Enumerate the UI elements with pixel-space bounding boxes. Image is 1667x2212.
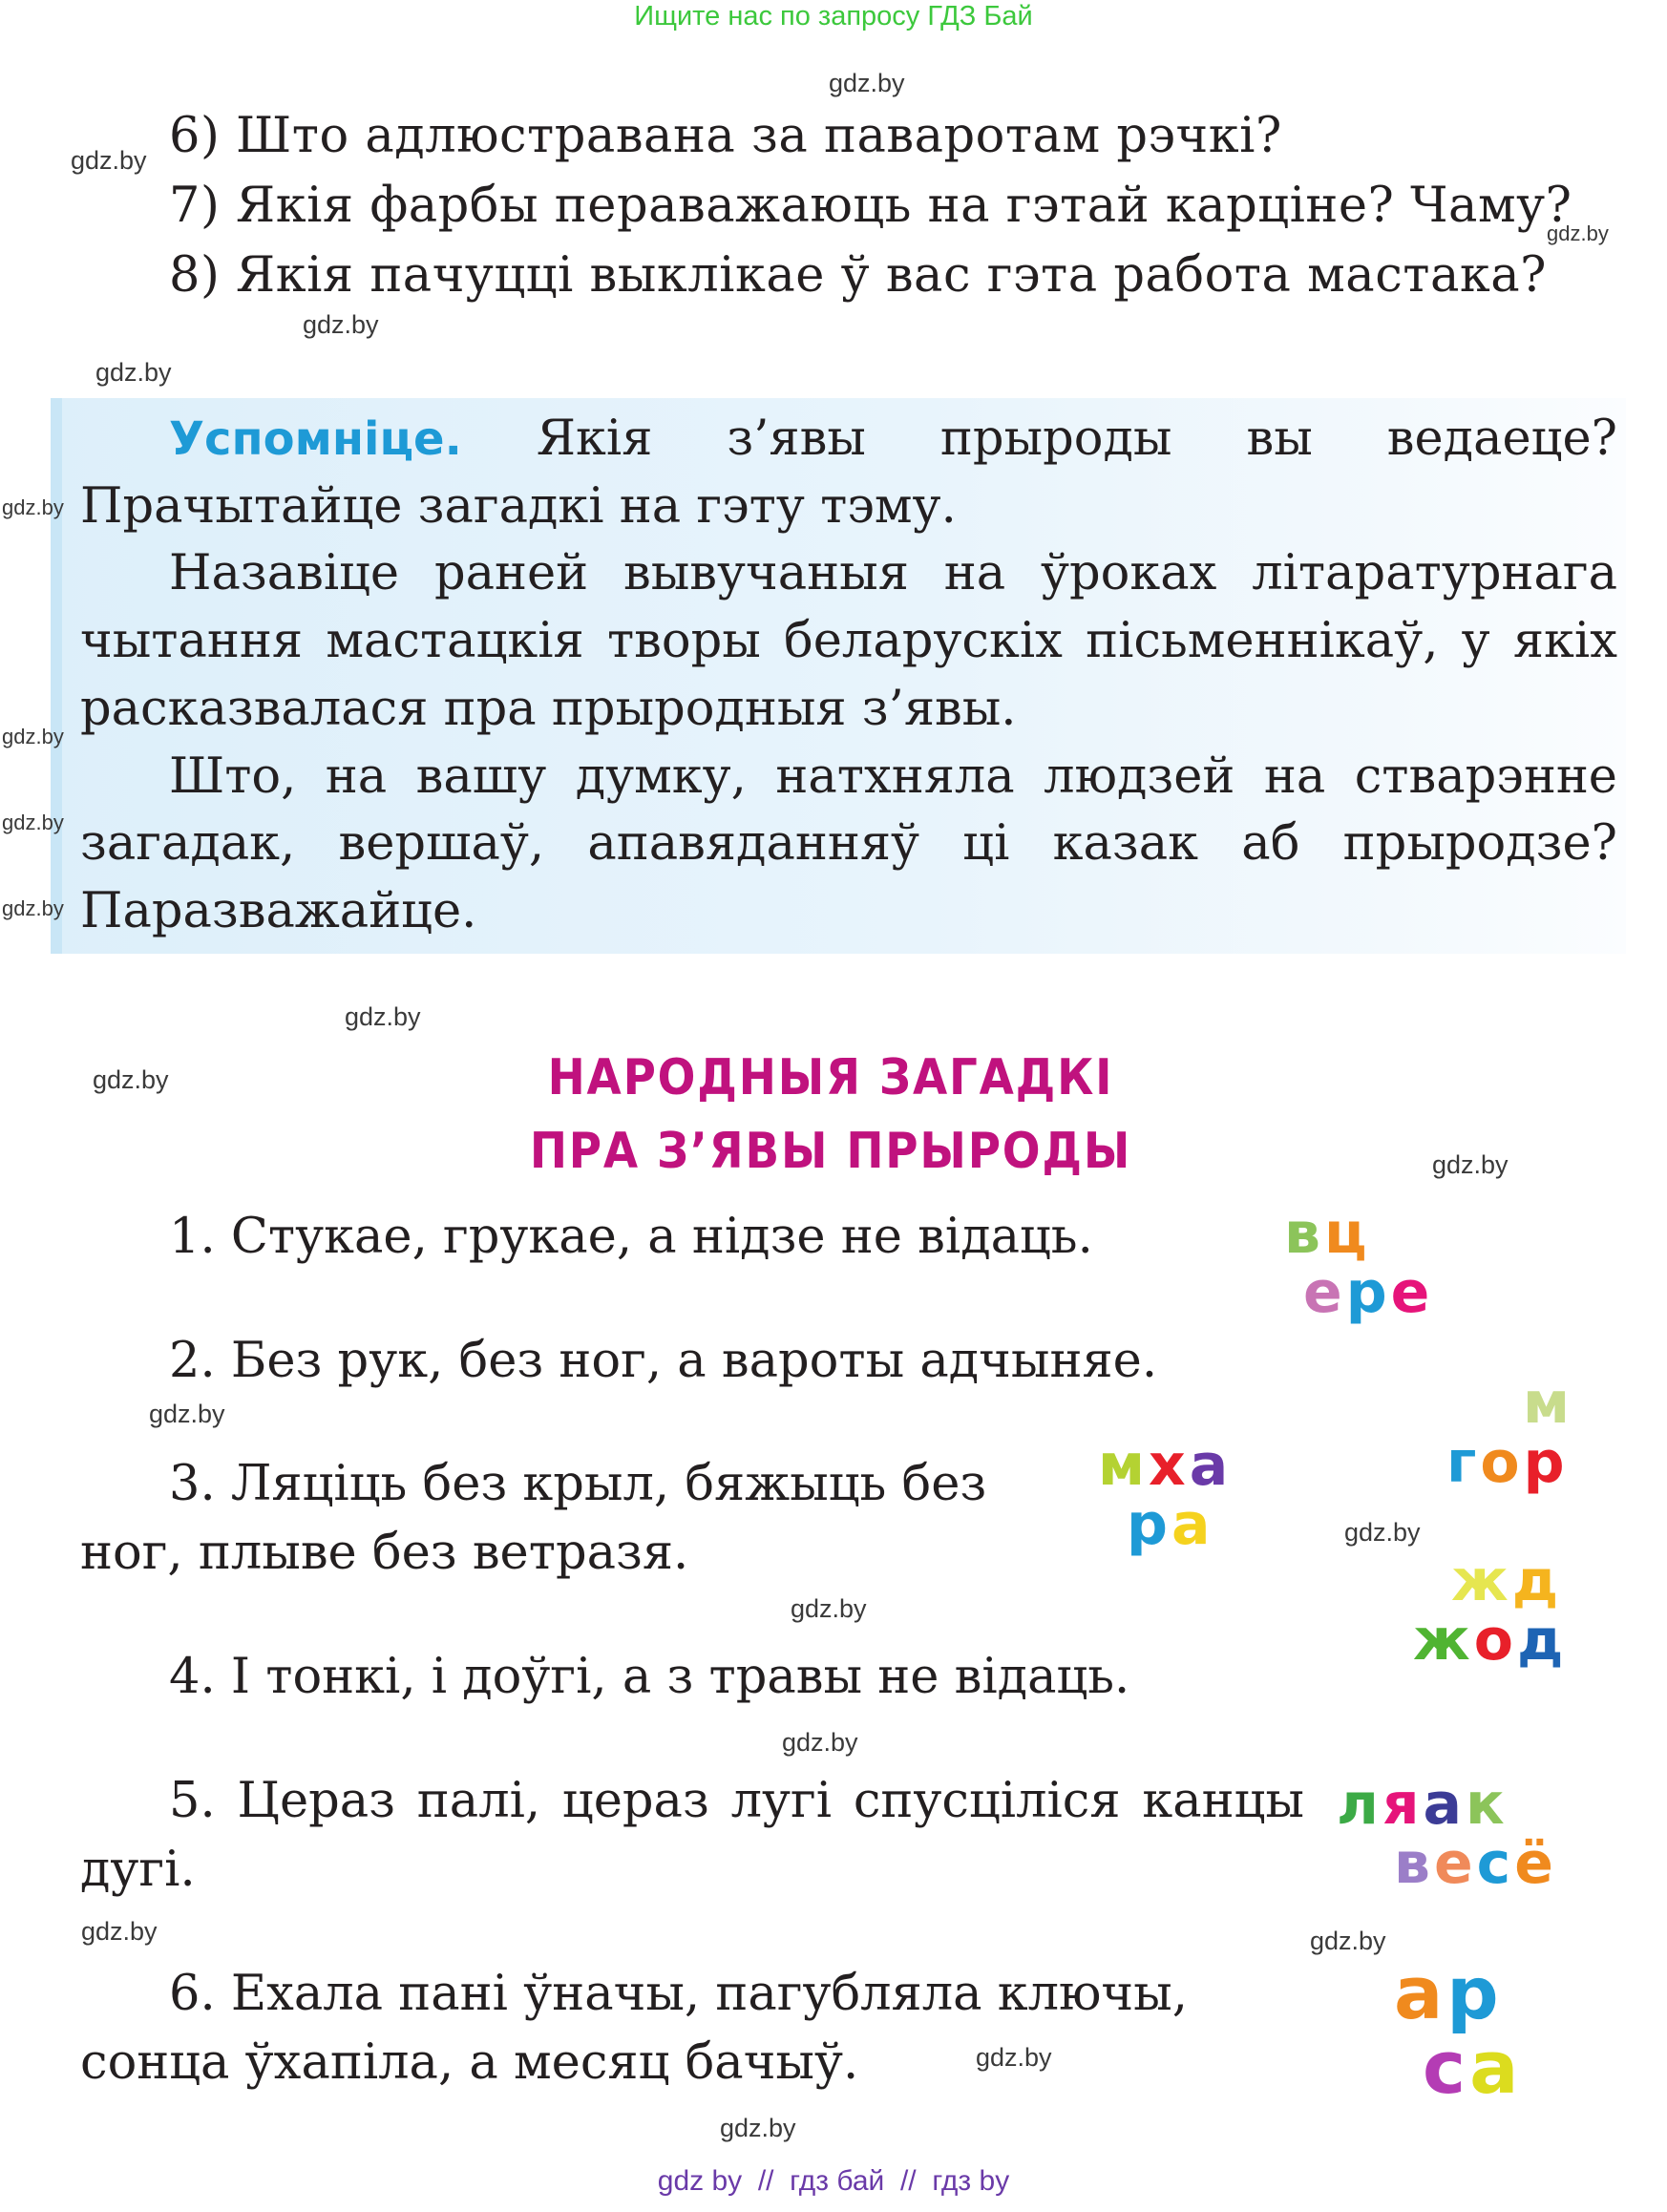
answer-letter: ж bbox=[1413, 1607, 1470, 1674]
question-6: 6) Што адлюстравана за паваротам рэчкі? bbox=[169, 108, 1282, 164]
watermark: gdz.by bbox=[303, 310, 379, 339]
answer-letters-rain bbox=[1413, 1548, 1564, 1674]
riddle-4: 4. І тонкі, і доўгі, а з травы не відаць. bbox=[169, 1649, 1130, 1705]
watermark: gdz.by bbox=[345, 1002, 421, 1031]
answer-letter: о bbox=[1473, 1607, 1513, 1674]
section-title-line-1: НАРОДНЫЯ ЗАГАДКІ bbox=[547, 1049, 1114, 1106]
watermark: gdz.by bbox=[2, 725, 64, 748]
watermark: gdz.by bbox=[829, 69, 905, 97]
recall-label: Успомніце. bbox=[169, 412, 462, 466]
answer-letter: х bbox=[1149, 1432, 1186, 1499]
answer-letter: с bbox=[1423, 2025, 1467, 2110]
watermark: gdz.by bbox=[93, 1065, 169, 1094]
answer-letter: в bbox=[1284, 1200, 1320, 1267]
riddle-3: 3. Ляціць без крыл, бяжыць без ног, плыве без ветразя. bbox=[80, 1456, 987, 1581]
question-7: 7) Якія фарбы пераважаюць на гэтай карціне? Чаму? bbox=[169, 178, 1572, 234]
recall-box bbox=[51, 398, 1626, 954]
watermark: gdz.by bbox=[976, 2043, 1052, 2072]
answer-letter: м bbox=[1523, 1370, 1571, 1437]
answer-letters-dew bbox=[1394, 1950, 1519, 2110]
riddle-2: 2. Без рук, без ног, а вароты адчыняе. bbox=[169, 1333, 1158, 1389]
watermark: gdz.by bbox=[81, 1917, 158, 1946]
answer-letter: м bbox=[1098, 1432, 1146, 1499]
answer-letter: с bbox=[1476, 1830, 1511, 1897]
answer-letter: д bbox=[1511, 1548, 1559, 1614]
answer-letter: р bbox=[1127, 1491, 1168, 1558]
watermark: gdz.by bbox=[2, 495, 64, 519]
watermark: gdz.by bbox=[1432, 1150, 1509, 1179]
answer-letters-thunder bbox=[1446, 1370, 1571, 1496]
answer-letter: а bbox=[1394, 1950, 1444, 2035]
answer-letter: а bbox=[1423, 1771, 1462, 1838]
riddle-1: 1. Стукае, грукае, а нідзе не відаць. bbox=[169, 1209, 1093, 1265]
answer-letter: е bbox=[1303, 1259, 1342, 1326]
answer-letters-wind bbox=[1284, 1200, 1430, 1326]
watermark: gdz.by bbox=[71, 146, 147, 175]
answer-letter: л bbox=[1337, 1771, 1379, 1838]
answer-letter: а bbox=[1189, 1432, 1229, 1499]
recall-box-bar bbox=[51, 398, 62, 954]
watermark: gdz.by bbox=[2, 896, 64, 920]
answer-letter: я bbox=[1382, 1771, 1420, 1838]
answer-letter: р bbox=[1523, 1429, 1565, 1496]
recall-paragraph-3: Што, на вашу думку, натхняла людзей на стварэнне загадак, вершаў, апавяданняў ці казак аб прыродзе? Паразважайце. bbox=[80, 748, 1617, 939]
watermark: gdz.by bbox=[2, 811, 64, 834]
answer-letter: ж bbox=[1451, 1548, 1509, 1614]
watermark: gdz.by bbox=[720, 2114, 796, 2142]
recall-paragraph-1 bbox=[80, 406, 1617, 540]
answer-letter: а bbox=[1469, 2025, 1519, 2110]
answer-letter: о bbox=[1480, 1429, 1520, 1496]
section-title-line-2: ПРА З’ЯВЫ ПРЫРОДЫ bbox=[529, 1123, 1132, 1180]
answer-letters-cloud bbox=[1098, 1432, 1229, 1558]
answer-letter: ё bbox=[1514, 1830, 1553, 1897]
answer-letter: в bbox=[1394, 1830, 1430, 1897]
answer-letters-rainbow bbox=[1337, 1771, 1553, 1897]
watermark: gdz.by bbox=[791, 1594, 867, 1623]
watermark: gdz.by bbox=[95, 358, 172, 387]
riddle-6: 6. Ехала пані ўначы, пагубляла ключы, сонца ўхапіла, а месяц бачыў. bbox=[80, 1966, 1188, 2091]
footer-links: gdz by // гдз бай // гдз by bbox=[657, 2165, 1010, 2197]
answer-letter: р bbox=[1446, 1950, 1499, 2035]
answer-letter: г bbox=[1446, 1429, 1477, 1496]
riddle-5: 5. Цераз палі, цераз лугі спусціліся канцы дугі. bbox=[80, 1773, 1304, 1898]
watermark: gdz.by bbox=[782, 1728, 858, 1757]
watermark: gdz.by bbox=[1310, 1927, 1386, 1955]
answer-letter: к bbox=[1465, 1771, 1505, 1838]
answer-letter: е bbox=[1433, 1830, 1473, 1897]
answer-letter: р bbox=[1345, 1259, 1387, 1326]
search-hint-banner: Ищите нас по запросу ГДЗ Бай bbox=[634, 1, 1033, 32]
answer-letter: е bbox=[1390, 1259, 1430, 1326]
watermark: gdz.by bbox=[1547, 221, 1609, 245]
answer-letter: ц bbox=[1323, 1200, 1367, 1267]
question-8: 8) Якія пачуцці выклікае ў вас гэта работа мастака? bbox=[169, 247, 1548, 304]
watermark: gdz.by bbox=[149, 1400, 225, 1428]
answer-letter: д bbox=[1516, 1607, 1564, 1674]
recall-paragraph-2: Назавіце раней вывучаныя на ўроках літаратурнага чытання мастацкія творы беларускіх пісьменнікаў, у якіх расказвалася пра прыродныя з’явы. bbox=[80, 545, 1617, 737]
watermark: gdz.by bbox=[1344, 1518, 1421, 1547]
recall-text-1: Якія з’явы прыроды вы ведаеце? Прачытайце загадкі на гэту тэму. bbox=[80, 411, 1617, 535]
answer-letter: а bbox=[1171, 1491, 1211, 1558]
